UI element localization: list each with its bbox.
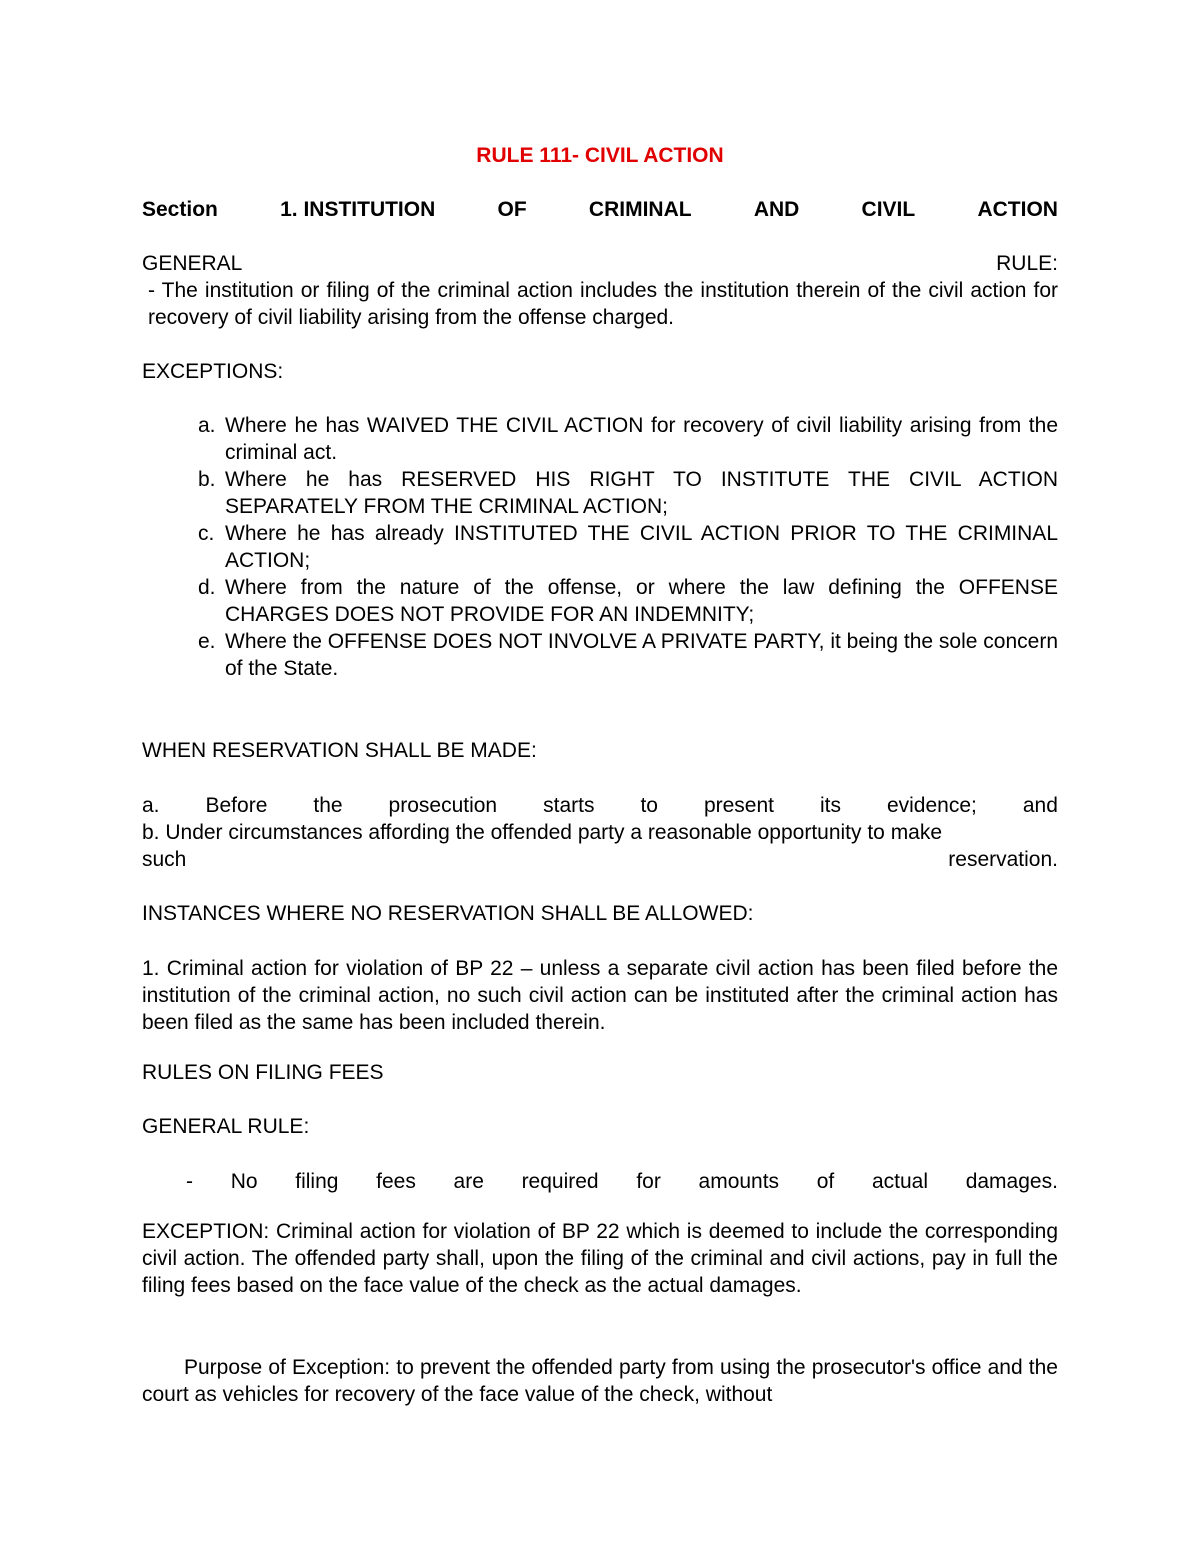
section-heading-word: 1. INSTITUTION xyxy=(280,198,436,221)
reservation-word: prosecution xyxy=(388,794,498,817)
filing-fees-heading: RULES ON FILING FEES xyxy=(142,1061,384,1084)
exceptions-heading: EXCEPTIONS: xyxy=(142,360,284,383)
general-rule-heading xyxy=(142,250,1058,277)
filing-fees-general-rule-heading: GENERAL RULE: xyxy=(142,1115,310,1138)
no-reservation-text: 1. Criminal action for violation of BP 22 – unless a separate civil action has been filed before the institution of the criminal action, no such civil action can be instituted after the criminal action has been filed as the same has been included therein. xyxy=(142,957,1058,1034)
list-item xyxy=(142,628,1058,682)
general-rule-text: - The institution or filing of the criminal action includes the institution therein of the civil action for recovery of civil liability arising from the offense charged. xyxy=(148,279,1058,329)
reservation-word: to xyxy=(640,794,658,817)
general-rule-left: GENERAL xyxy=(142,252,243,275)
exceptions-list-block xyxy=(142,412,1058,682)
general-rule-word: are xyxy=(453,1170,484,1193)
list-item-text: Where he has RESERVED HIS RIGHT TO INSTITUTE THE CIVIL ACTION SEPARATELY FROM THE CRIMINAL ACTION; xyxy=(225,468,1058,518)
reservation-line-c-left: such xyxy=(142,848,187,871)
reservation-word: evidence; xyxy=(886,794,977,817)
list-item-text: Where from the nature of the offense, or where the law defining the OFFENSE CHARGES DOES NOT PROVIDE FOR AN INDEMNITY; xyxy=(225,576,1058,626)
general-rule-word: damages. xyxy=(965,1170,1058,1193)
general-rule-word: actual xyxy=(871,1170,928,1193)
section-heading xyxy=(142,196,1058,223)
filing-fees-purpose: Purpose of Exception: to prevent the offended party from using the prosecutor's office and the court as vehicles for recovery of the face value of the check, without xyxy=(142,1356,1058,1406)
section-heading-word: CIVIL xyxy=(861,198,916,221)
list-item-marker: d. xyxy=(198,576,216,599)
general-rule-dash-item xyxy=(142,1168,1058,1195)
reservation-line-c xyxy=(142,846,1058,873)
list-item-marker: a. xyxy=(198,414,216,437)
list-item-marker: e. xyxy=(198,630,216,653)
reservation-word: the xyxy=(313,794,343,817)
list-item xyxy=(142,574,1058,628)
list-item-marker: c. xyxy=(198,522,215,545)
list-item-text: Where he has already INSTITUTED THE CIVIL ACTION PRIOR TO THE CRIMINAL ACTION; xyxy=(225,522,1058,572)
general-rule-word: No xyxy=(230,1170,258,1193)
list-item xyxy=(142,466,1058,520)
general-rule-word: required xyxy=(521,1170,599,1193)
section-heading-word: ACTION xyxy=(977,198,1058,221)
list-item-text: Where he has WAIVED THE CIVIL ACTION for recovery of civil liability arising from the criminal act. xyxy=(225,414,1058,464)
list-item xyxy=(142,412,1058,466)
general-rule-word: for xyxy=(636,1170,661,1193)
list-item xyxy=(142,520,1058,574)
reservation-word: its xyxy=(819,794,841,817)
general-rule-word: - xyxy=(186,1170,193,1193)
reservation-word: a. xyxy=(142,794,160,817)
section-heading-word: AND xyxy=(753,198,800,221)
general-rule-word: of xyxy=(816,1170,835,1193)
list-item-text: Where the OFFENSE DOES NOT INVOLVE A PRIVATE PARTY, it being the sole concern of the State. xyxy=(225,630,1058,680)
no-reservation-heading: INSTANCES WHERE NO RESERVATION SHALL BE ALLOWED: xyxy=(142,902,754,925)
section-heading-word: Section xyxy=(142,198,218,221)
reservation-heading: WHEN RESERVATION SHALL BE MADE: xyxy=(142,739,537,762)
reservation-word: Before xyxy=(205,794,268,817)
section-heading-word: CRIMINAL xyxy=(588,198,692,221)
page-title: RULE 111- CIVIL ACTION xyxy=(476,144,724,167)
reservation-line-b: b. Under circumstances affording the offended party a reasonable opportunity to make xyxy=(142,821,943,844)
general-rule-right: RULE: xyxy=(996,252,1058,275)
general-rule-block xyxy=(142,250,1058,331)
general-rule-word: amounts xyxy=(698,1170,780,1193)
general-rule-word: fees xyxy=(376,1170,416,1193)
reservation-block xyxy=(142,792,1058,873)
filing-fees-exception: EXCEPTION: Criminal action for violation of BP 22 which is deemed to include the corresponding civil action. The offended party shall, upon the filing of the criminal and civil actions, pay in full the filing fees based on the face value of the check as the actual damages. xyxy=(142,1220,1058,1297)
reservation-line-a xyxy=(142,792,1058,819)
exceptions-list xyxy=(142,412,1058,682)
reservation-word: present xyxy=(703,794,774,817)
section-heading-word: OF xyxy=(497,198,527,221)
reservation-line-c-right: reservation. xyxy=(948,848,1058,871)
list-item-marker: b. xyxy=(198,468,216,491)
reservation-word: and xyxy=(1022,794,1058,817)
filing-fees-general-rule-line xyxy=(142,1168,1058,1195)
reservation-word: starts xyxy=(543,794,595,817)
general-rule-word: filing xyxy=(295,1170,339,1193)
